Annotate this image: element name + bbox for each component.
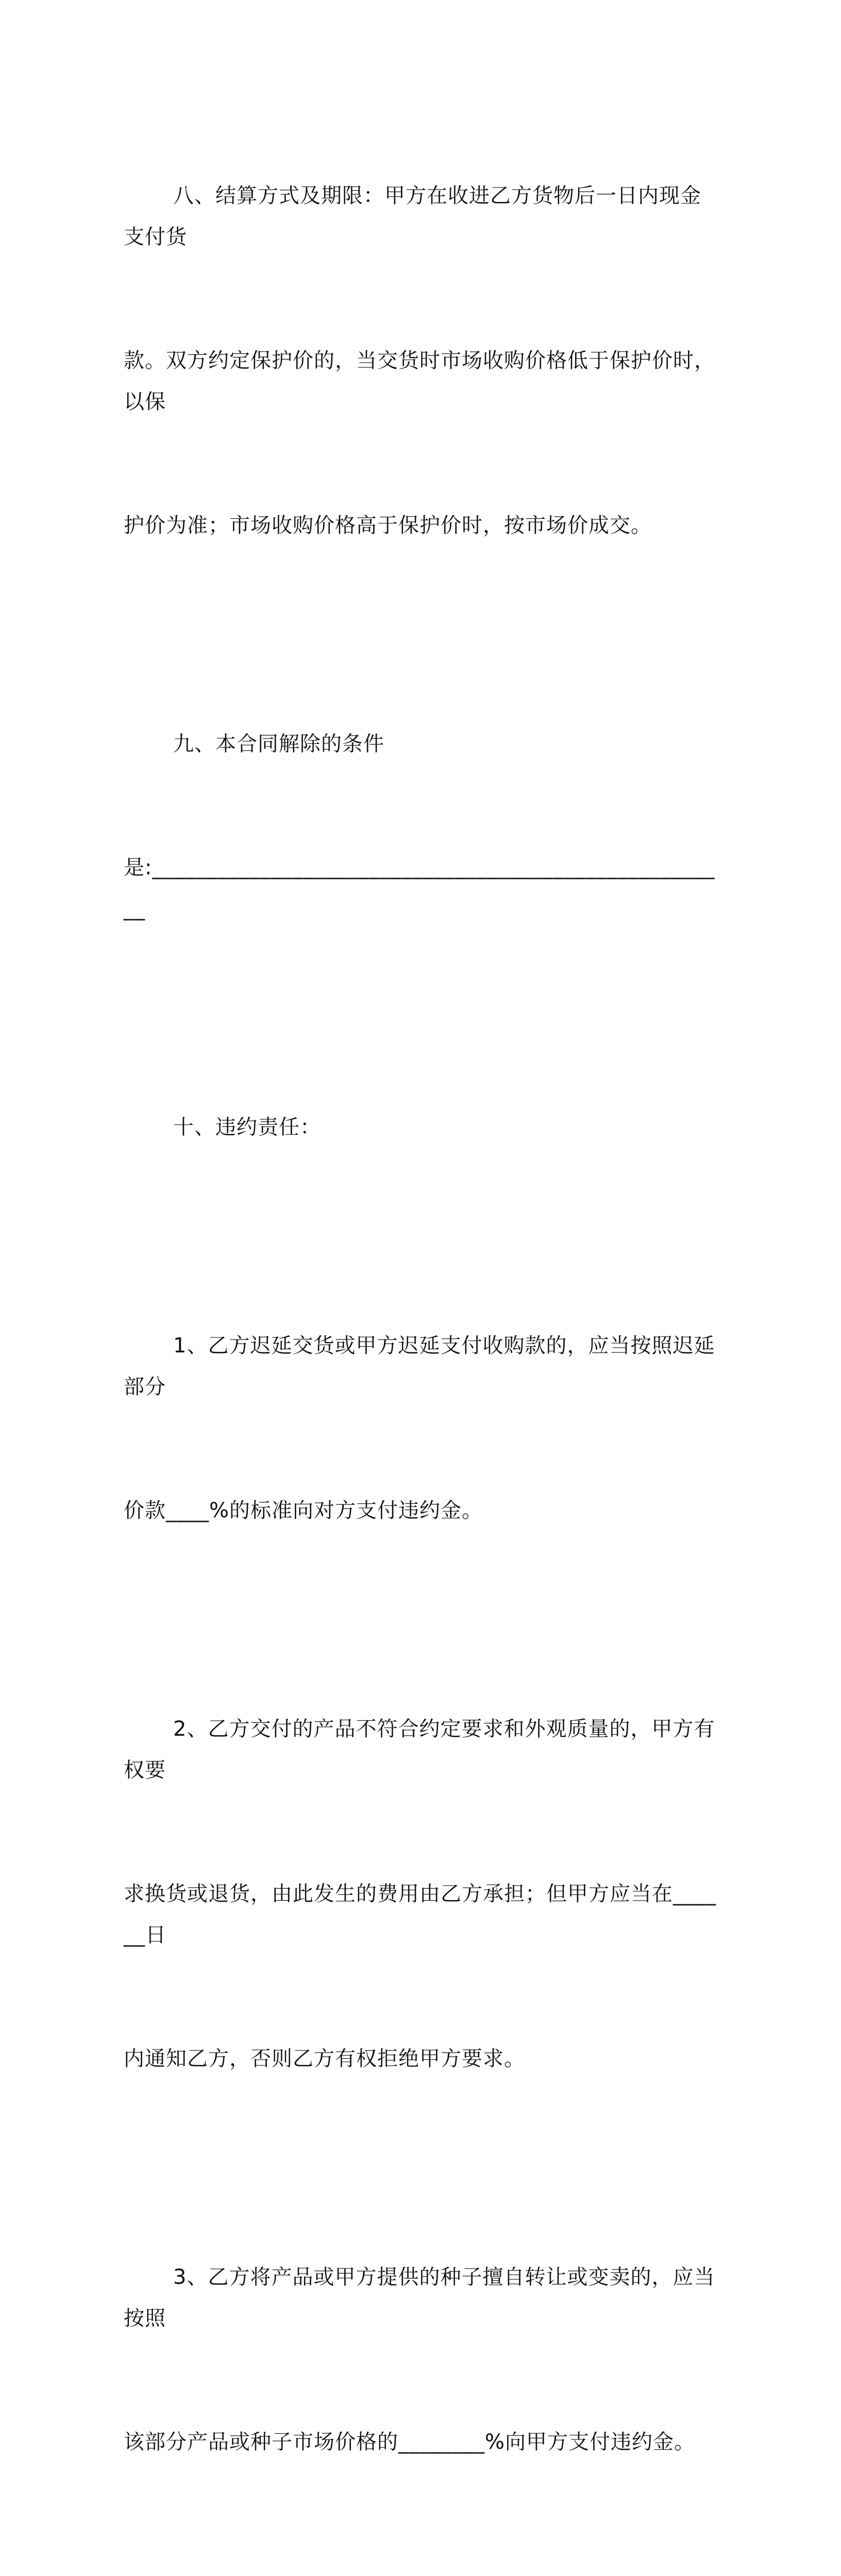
paragraph-line: 1、乙方迟延交货或甲方迟延支付收购款的，应当按照迟延部分 (124, 1334, 715, 1399)
paragraph-clause-10-1 (124, 1243, 716, 1614)
paragraph-line: 该部分产品或种子市场价格的________%向甲方支付违约金。 (124, 2430, 696, 2454)
section-heading: 十、违约责任： (173, 1115, 321, 1139)
paragraph-clause-9 (124, 641, 716, 1012)
paragraph-line: 护价为准；市场收购价格高于保护价时，按市场价成交。 (124, 514, 652, 537)
blank-fill-line: 是:______________________________________________________ (124, 856, 715, 921)
paragraph-clause-10-3 (124, 2174, 716, 2545)
paragraph-clause-10-2 (124, 1626, 716, 2162)
document-body (124, 93, 716, 2576)
paragraph-line: 价款____%的标准向对方支付违约金。 (124, 1499, 483, 1522)
paragraph-clause-10-heading (124, 1024, 716, 1230)
paragraph-clause-8 (124, 93, 716, 629)
paragraph-line: 3、乙方将产品或甲方提供的种子擅自转让或变卖的，应当按照 (124, 2265, 715, 2330)
paragraph-clause-10-4 (124, 2557, 716, 2576)
paragraph-line: 八、结算方式及期限：甲方在收进乙方货物后一日内现金支付货 (124, 184, 701, 249)
paragraph-line: 求换货或退货，由此发生的费用由乙方承担；但甲方应当在______日 (124, 1882, 716, 1947)
paragraph-line: 款。双方约定保护价的，当交货时市场收购价格低于保护价时，以保 (124, 349, 715, 414)
paragraph-line: 2、乙方交付的产品不符合约定要求和外观质量的，甲方有权要 (124, 1717, 715, 1782)
paragraph-line: 九、本合同解除的条件 (173, 732, 384, 756)
paragraph-line: 内通知乙方，否则乙方有权拒绝甲方要求。 (124, 2047, 525, 2071)
